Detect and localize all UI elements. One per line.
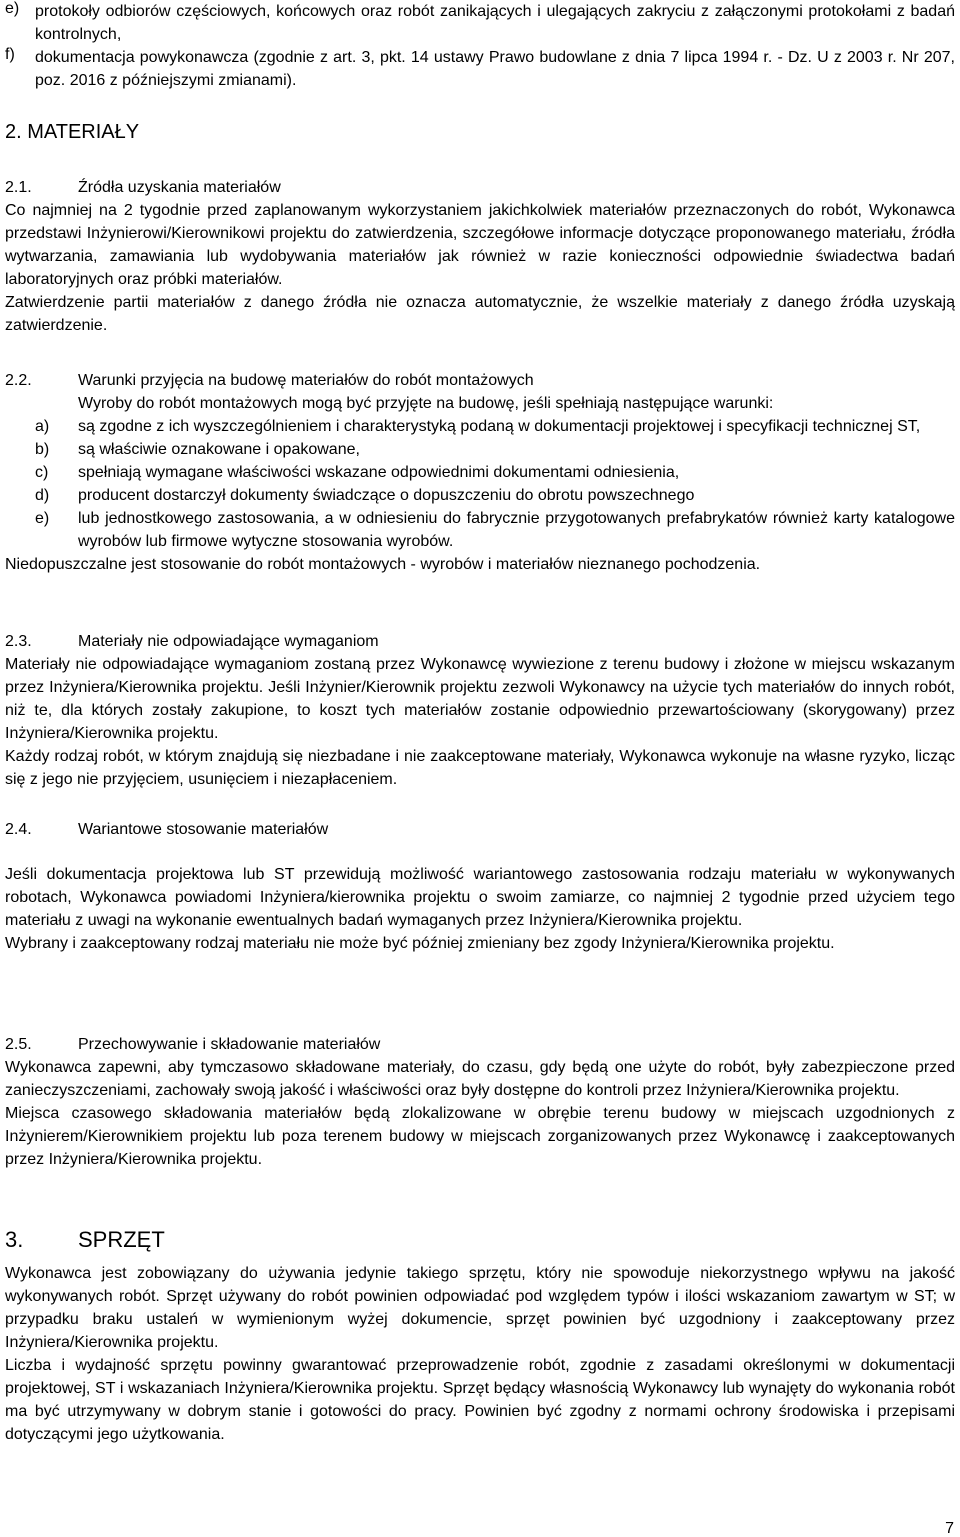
list-item: [5, 438, 955, 461]
paragraph: Materiały nie odpowiadające wymaganiom zostaną przez Wykonawcę wywiezione z terenu budowy i złożone w miejscu wskazanym przez Inżyniera/Kierownika projektu. Jeśli Inżynier/Kierownik projektu zezwoli Wykonawcy na użycie tych materiałów do innych robót, niż te, dla których zostały zakupione, to koszt tych materiałów zostanie odpowiednio przewartościowany (skorygowany) przez Inżyniera/Kierownika projektu.: [5, 656, 955, 742]
list-marker: c): [35, 464, 49, 481]
list-text: spełniają wymagane właściwości wskazane odpowiednimi dokumentami odniesienia,: [78, 464, 680, 481]
paragraph: Wykonawca zapewni, aby tymczasowo składowane materiały, do czasu, gdy będą one użyte do robót, były zabezpieczone przed zanieczyszczeniami, zachowały swoją jakość i właściwości oraz były dostępne do kontroli przez Inżyniera/Kierownika projektu.: [5, 1059, 955, 1099]
subsection-2-3: [5, 630, 955, 791]
paragraph: Wykonawca jest zobowiązany do używania jedynie takiego sprzętu, który nie spowoduje niekorzystnego wpływu na jakość wykonywanych robót. Sprzęt używany do robót powinien odpowiadać pod względem typów i ilości wskazaniom zawartym w ST; w przypadku braku ustaleń w wymienionym wyżej dokumencie, sprzęt powinien być uzgodniony i zaakceptowany przez Inżyniera/Kierownika projektu.: [5, 1265, 955, 1351]
subsection-heading: [5, 176, 955, 199]
list-text: są właściwie oznakowane i opakowane,: [78, 441, 360, 458]
subsection-heading: [5, 630, 955, 653]
subsection-number: 2.3.: [5, 633, 32, 650]
list-text: protokoły odbiorów częściowych, końcowych oraz robót zanikających i ulegających zakryciu z załączonymi protokołami z badań kontrolnych,: [35, 3, 955, 43]
section-title: SPRZĘT: [78, 1227, 165, 1252]
subsection-number: 2.5.: [5, 1036, 32, 1053]
subsection-title: Wariantowe stosowanie materiałów: [78, 821, 329, 838]
list-item: [5, 484, 955, 507]
paragraph: Jeśli dokumentacja projektowa lub ST przewidują możliwość wariantowego zastosowania rodzaju materiału w wykonywanych robotach, Wykonawca powiadomi Inżyniera/kierownika projektu o swoim zamiarze, co najmniej 2 tygodnie przed użyciem tego materiału z uwagi na wykonanie ewentualnych badań wymaganych przez Inżyniera/Kierownika projektu.: [5, 866, 955, 929]
paragraph: Niedopuszczalne jest stosowanie do robót montażowych - wyrobów i materiałów nieznanego pochodzenia.: [5, 556, 761, 573]
subsection-2-5: [5, 1033, 955, 1171]
paragraph: Każdy rodzaj robót, w którym znajdują się niezbadane i nie zaakceptowane materiały, Wykonawca wykonuje na własne ryzyko, licząc się z jego nie przyjęciem, usunięciem i niezapłaceniem.: [5, 748, 955, 788]
section-heading-sprzet: [5, 1226, 955, 1254]
subsection-title: Źródła uzyskania materiałów: [78, 179, 281, 196]
paragraph: Liczba i wydajność sprzętu powinny gwarantować przeprowadzenie robót, zgodnie z zasadami określonymi w dokumentacji projektowej, ST i wskazaniach Inżyniera/Kierownika projektu. Sprzęt będący własnością Wykonawcy lub wynajęty do wykonania robót ma być utrzymywany w dobrym stanie i gotowości do pracy. Powinien być zgodny z normami ochrony środowiska i przepisami dotyczącymi jego użytkowania.: [5, 1357, 955, 1443]
section-heading-materialy: 2. MATERIAŁY: [5, 121, 140, 143]
paragraph: Wybrany i zaakceptowany rodzaj materiału nie może być później zmieniany bez zgody Inżyniera/Kierownika projektu.: [5, 935, 835, 952]
list-text: są zgodne z ich wyszczególnieniem i charakterystyką podaną w dokumentacji projektowej i specyfikacji technicznej ST,: [78, 418, 921, 435]
list-text: dokumentacja powykonawcza (zgodnie z art. 3, pkt. 14 ustawy Prawo budowlane z dnia 7 lipca 1994 r. - Dz. U z 2003 r. Nr 207, poz. 2016 z późniejszymi zmianami).: [35, 49, 955, 89]
subsection-heading: [5, 1033, 955, 1056]
subsection-title: Przechowywanie i składowanie materiałów: [78, 1036, 381, 1053]
list-marker: f): [5, 46, 15, 63]
list-marker: e): [35, 510, 50, 527]
section-number: 3.: [5, 1227, 24, 1252]
paragraph: Wyroby do robót montażowych mogą być przyjęte na budowę, jeśli spełniają następujące warunki:: [78, 395, 774, 412]
subsection-title: Warunki przyjęcia na budowę materiałów do robót montażowych: [78, 372, 534, 389]
subsection-2-4: [5, 818, 955, 955]
subsection-heading: [5, 369, 955, 392]
list-marker: b): [35, 441, 50, 458]
list-item: [5, 507, 955, 553]
list-text: lub jednostkowego zastosowania, a w odniesieniu do fabrycznie przygotowanych prefabrykatów również karty katalogowe wyrobów lub firmowe wytyczne stosowania wyrobów.: [78, 510, 955, 550]
list-marker: e): [5, 0, 20, 17]
section-3: [5, 1226, 955, 1446]
list-item: [5, 415, 955, 438]
paragraph: Zatwierdzenie partii materiałów z danego źródła nie oznacza automatycznie, że wszelkie materiały z danego źródła uzyskają zatwierdzenie.: [5, 294, 955, 334]
subsection-number: 2.2.: [5, 372, 32, 389]
subsection-title: Materiały nie odpowiadające wymaganiom: [78, 633, 379, 650]
list-item: [5, 46, 955, 92]
list-item: [5, 461, 955, 484]
subsection-number: 2.4.: [5, 821, 32, 838]
paragraph: Miejsca czasowego składowania materiałów będą zlokalizowane w obrębie terenu budowy w miejscach uzgodnionych z Inżynierem/Kierownikiem projektu lub poza terenem budowy w miejscach zorganizowanych przez Wykonawcę i zaakceptowanych przez Inżyniera/Kierownika projektu.: [5, 1105, 955, 1168]
page-number: 7: [945, 1520, 954, 1537]
top-list: [5, 0, 955, 92]
subsection-2-1: [5, 176, 955, 337]
subsection-heading: [5, 818, 955, 841]
list-marker: a): [35, 418, 50, 435]
paragraph: Co najmniej na 2 tygodnie przed zaplanowanym wykorzystaniem jakichkolwiek materiałów przeznaczonych do robót, Wykonawca przedstawi Inżynierowi/Kierownikowi projektu do zatwierdzenia, szczegółowe informacje dotyczące proponowanego materiału, źródła wytwarzania, zamawiania lub wydobywania materiałów jak również w razie konieczności odpowiednie świadectwa badań laboratoryjnych oraz próbki materiałów.: [5, 202, 955, 288]
subsection-number: 2.1.: [5, 179, 32, 196]
list-item: [5, 0, 955, 46]
subsection-2-2: [5, 369, 955, 576]
list-text: producent dostarczył dokumenty świadczące o dopuszczeniu do obrotu powszechnego: [78, 487, 695, 504]
list-marker: d): [35, 487, 50, 504]
